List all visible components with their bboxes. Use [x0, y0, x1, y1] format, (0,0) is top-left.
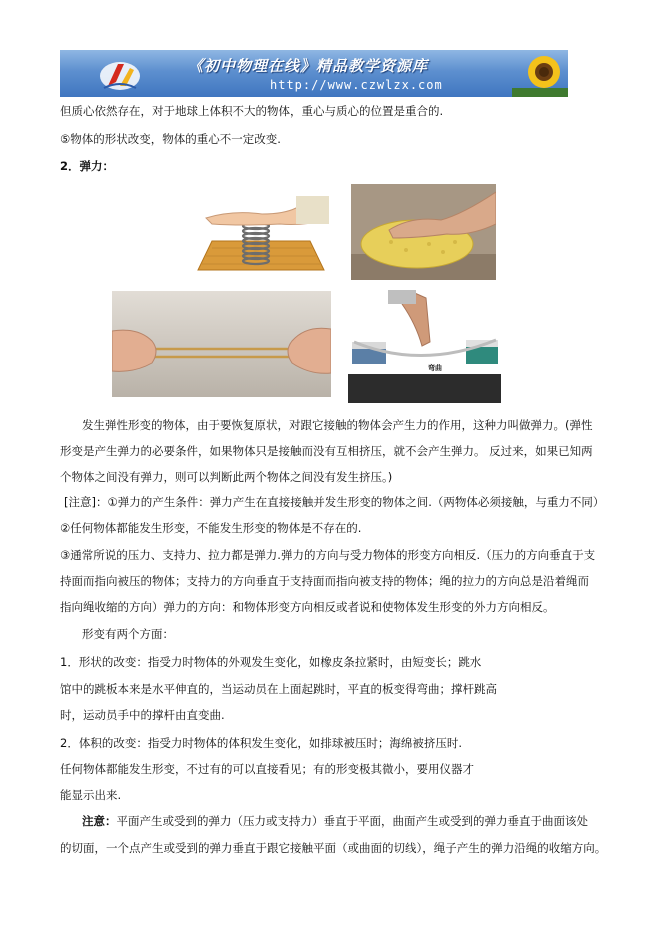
- note-label: 注意：: [82, 814, 117, 828]
- text-line: ②任何物体都能发生形变，不能发生形变的物体是不存在的.: [60, 521, 362, 535]
- text-line: 的切面，一个点产生或受到的弹力垂直于跟它接触平面（或曲面的切线），绳子产生的弹力沿绳的收缩方向。: [60, 841, 607, 855]
- ruler-bend-figure: [348, 290, 501, 403]
- text-line: 但质心依然存在，对于地球上体积不大的物体，重心与质心的位置是重合的.: [60, 104, 444, 118]
- sunflower-icon: [512, 50, 568, 97]
- sponge-press-figure: [351, 184, 496, 280]
- text-line: 发生弹性形变的物体，由于要恢复原状，对跟它接触的物体会产生力的作用，这种力叫做弹力。(弹性: [82, 418, 593, 432]
- bend-label: 弯曲: [428, 364, 442, 372]
- text-line: 任何物体都能发生形变，不过有的可以直接看见；有的形变极其微小，要用仪器才: [60, 762, 474, 776]
- rubber-band-figure: [112, 291, 331, 397]
- section-heading: 2．弹力：: [60, 159, 115, 173]
- text-line: 时，运动员手中的撑杆由直变曲.: [60, 708, 225, 722]
- site-title: 《初中物理在线》精品教学资源库: [188, 57, 429, 75]
- text-line: 2．体积的改变：指受力时物体的体积发生变化，如排球被压时；海绵被挤压时.: [60, 736, 462, 750]
- text-line: [注意]：①弹力的产生条件：弹力产生在直接接触并发生形变的物体之间.（两物体必须接触，与重力不同）: [64, 495, 605, 509]
- text-line: 指向绳收缩的方向）弹力的方向：和物体形变方向相反或者说和使物体发生形变的外力方向相反。: [60, 600, 555, 614]
- note-text: 平面产生或受到的弹力（压力或支持力）垂直于平面，曲面产生或受到的弹力垂直于曲面该处: [116, 814, 588, 828]
- header-banner: [60, 50, 568, 97]
- logo-icon: [90, 50, 150, 97]
- text-line: 形变是产生弹力的必要条件，如果物体只是接触而没有互相挤压，就不会产生弹力。 反过来，如果已知两: [60, 444, 593, 458]
- site-url: http://www.czwlzx.com: [270, 78, 443, 92]
- text-line: 1．形状的改变：指受力时物体的外观发生变化，如橡皮条拉紧时，由短变长；跳水: [60, 655, 482, 669]
- text-line: ⑤物体的形状改变，物体的重心不一定改变.: [60, 132, 281, 146]
- text-line: 馆中的跳板本来是水平伸直的，当运动员在上面起跳时，平直的板变得弯曲；撑杆跳高: [60, 682, 497, 696]
- text-line: 持面而指向被压的物体；支持力的方向垂直于支持面而指向被支持的物体；绳的拉力的方向总是沿着绳而: [60, 574, 589, 588]
- text-line: 个物体之间没有弹力，则可以判断此两个物体之间没有发生挤压。): [60, 470, 393, 484]
- text-line: ③通常所说的压力、支持力、拉力都是弹力.弹力的方向与受力物体的形变方向相反.（压力的方向垂直于支: [60, 548, 596, 562]
- spring-press-figure: [192, 186, 329, 273]
- text-line: 形变有两个方面：: [82, 627, 174, 641]
- text-line: 能显示出来.: [60, 788, 122, 802]
- text-line: [82, 813, 588, 829]
